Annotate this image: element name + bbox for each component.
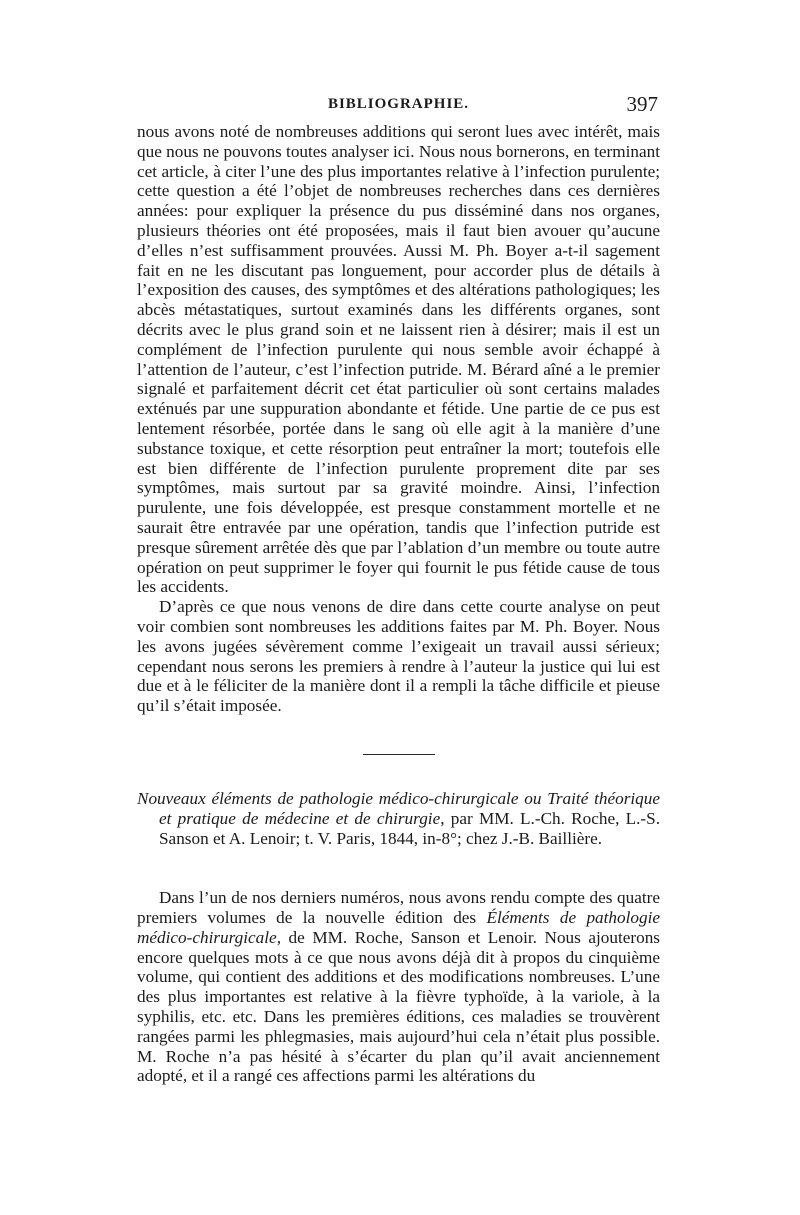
paragraph-text: , de MM. Roche, Sanson et Lenoir. Nous ajouterons encore quelques mots à ce que nous avons déjà dit à propos du cinquième volume, qui contient des additions et des modifications nombreuses. L’une des plus importantes est relative à la fièvre typhoïde, à la variole, à la syphilis, etc. etc. Dans les premières éditions, ces maladies se trouvèrent rangées parmi les phlegmasies, mais aujourd’hui cela n’était plus possible. M. Roche n’a pas hésité à s’écarter du plan qu’il avait anciennement adopté, et il a rangé ces affections parmi les altérations du [137, 927, 660, 1086]
review-text [137, 888, 660, 1086]
running-header [137, 92, 660, 122]
article-conclusion [137, 122, 660, 716]
paragraph: nous avons noté de nombreuses additions qui seront lues avec intérêt, mais que nous ne pouvons toutes analyser ici. Nous nous bornerons, en terminant cet article, à citer l’une des plus importantes relative à l’infection purulente; cette question a été l’objet de nombreuses recherches dans ces dernières années: pour expliquer la présence du pus disséminé dans nos organes, plusieurs théories ont été proposées, mais il faut bien avouer qu’aucune d’elles n’est suffisamment prouvées. Aussi M. Ph. Boyer a-t-il sagement fait en ne les discutant pas longuement, pour accorder plus de détails à l’exposition des causes, des symptômes et des altérations pathologiques; les abcès métastatiques, surtout examinés dans les différents organes, sont décrits avec le plus grand soin et ne laissent rien à désirer; mais il est un complément de l’infection purulente qui nous semble avoir échappé à l’attention de l’auteur, c’est l’infection putride. M. Bérard aîné a le premier signalé et parfaitement décrit cet état particulier où sont certains malades exténués par une suppuration abondante et fétide. Une partie de ce pus est lentement résorbée, portée dans le sang où elle agit à la manière d’une substance toxique, et cette résorption peut entraîner la mort; toutefois elle est bien différente de l’infection purulente proprement dite par ses symptômes, mais surtout par sa gravité moindre. Ainsi, l’infection purulente, une fois développée, est presque constamment mortelle et ne saurait être entravée par une opération, tandis que l’infection putride est presque sûrement arrêtée dès que par l’ablation d’un membre ou toute autre opération on peut supprimer le foyer qui fournit le pus fétide cause de tous les accidents. [137, 122, 660, 597]
book-page [137, 92, 660, 1086]
page-number: 397 [626, 92, 658, 116]
paragraph: D’après ce que nous venons de dire dans cette courte analyse on peut voir combien sont nombreuses les additions faites par M. Ph. Boyer. Nous les avons jugées sévèrement comme l’exigeait un travail aussi sérieux; cependant nous serons les premiers à rendre à l’auteur la justice qui lui est due et à le féliciter de la manière dont il a rempli la tâche difficile et pieuse qu’il s’était imposée. [137, 597, 660, 716]
book-title: Nouveaux éléments de pathologie médico-chirurgicale ou Traité théorique et pratique de médecine et de chirurgie [137, 788, 660, 828]
section-divider [363, 754, 435, 755]
running-title: BIBLIOGRAPHIE. [327, 96, 470, 112]
paragraph [137, 888, 660, 1086]
citation-details: , par MM. L.-Ch. Roche, L.-S. Sanson et A. Lenoir; t. V. Paris, 1844, in-8°; chez J.-B. Baillière. [159, 808, 660, 848]
cited-work-title: Éléments de pathologie médico-chirurgicale [137, 908, 660, 947]
paragraph-text: Dans l’un de nos derniers numéros, nous avons rendu compte des quatre premiers volumes de la nouvelle édition des [137, 888, 660, 928]
bibliographic-citation [137, 789, 660, 848]
